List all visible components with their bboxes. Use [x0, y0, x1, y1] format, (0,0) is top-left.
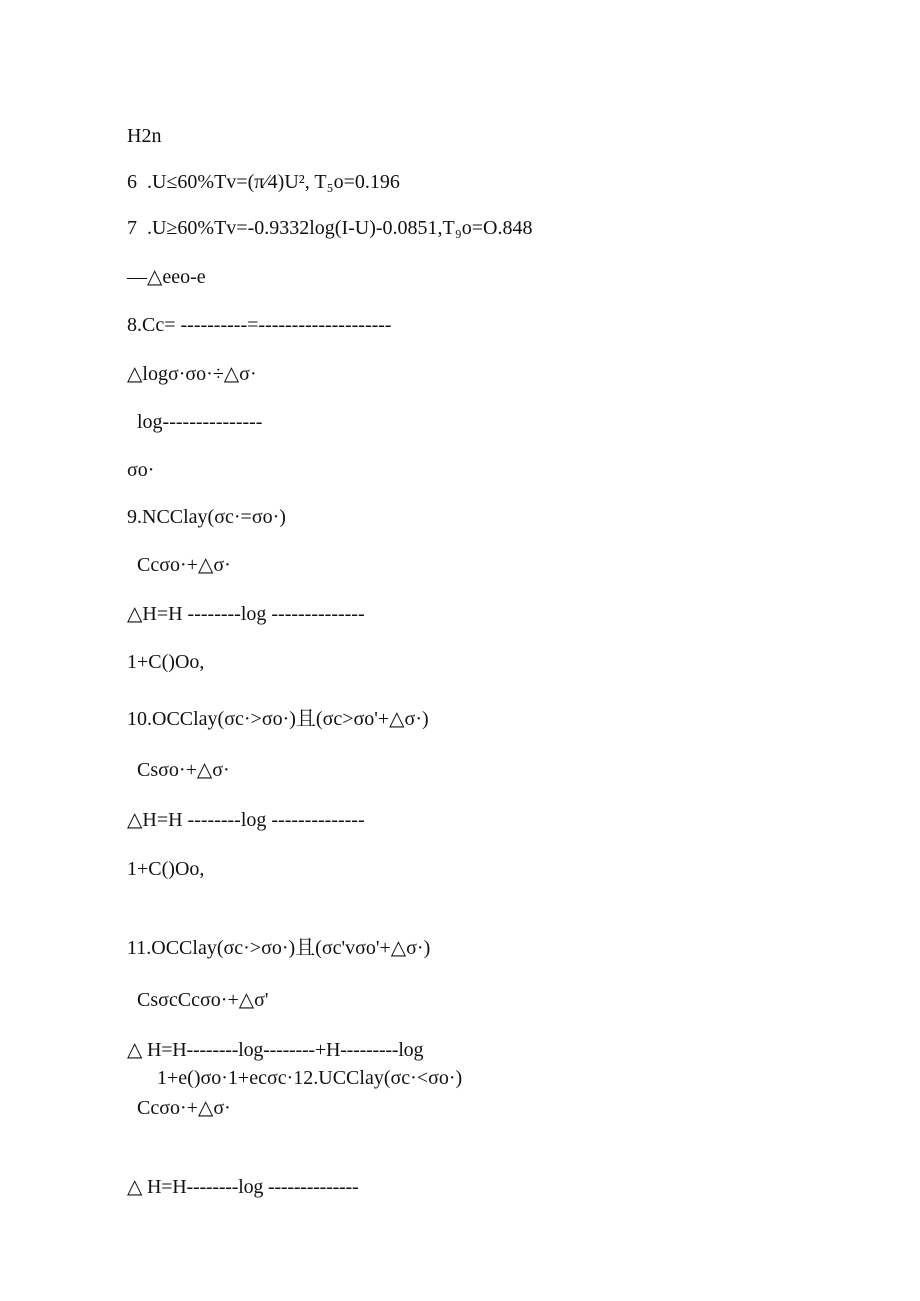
text-line-item-11-formula: △ H=H--------log--------+H---------log — [127, 1039, 424, 1061]
text-line-delta-e: —△eeo-e — [127, 266, 206, 288]
text-line-item-8-denominator: △logσ·σo·÷△σ· — [127, 363, 257, 385]
text-line-item-9-numerator: Ccσo·+△σ· — [137, 554, 231, 576]
text-line-h2n: H2n — [127, 125, 162, 147]
text-line-item-12-formula: △ H=H--------log -------------- — [127, 1176, 359, 1198]
text-line-item-12-numerator: Ccσo·+△σ· — [137, 1097, 231, 1119]
text-line-item-8-log: log--------------- — [137, 411, 263, 433]
text-line-item-10-numerator: Csσo·+△σ· — [137, 759, 230, 781]
text-line-item-8-sigma: σo· — [127, 459, 155, 481]
text-line-item-6: 6 .U≤60%Tv=(π∕4)U², T₅o=0.196 — [127, 171, 400, 193]
text-line-item-7: 7 .U≥60%Tv=-0.9332log(I-U)-0.0851,T₉o=O.848 — [127, 217, 533, 239]
text-line-item-9-formula: △H=H --------log -------------- — [127, 603, 365, 625]
text-line-item-11: 11.OCClay(σc·>σo·)且(σc'vσo'+△σ·) — [127, 937, 431, 959]
text-line-item-9-denominator: 1+C()Oo, — [127, 651, 205, 673]
text-line-item-9: 9.NCClay(σc·=σo·) — [127, 506, 286, 528]
text-line-item-11-numerator: CsσcCcσo·+△σ' — [137, 989, 269, 1011]
text-line-item-10: 10.OCClay(σc·>σo·)且(σc>σo'+△σ·) — [127, 708, 429, 730]
text-line-item-10-denominator: 1+C()Oo, — [127, 858, 205, 880]
text-line-item-10-formula: △H=H --------log -------------- — [127, 809, 365, 831]
text-line-item-8: 8.Cc= ----------=-------------------- — [127, 314, 392, 336]
text-line-item-11-denominator-item-12: 1+e()σo·1+ecσc·12.UCClay(σc·<σo·) — [157, 1067, 463, 1089]
